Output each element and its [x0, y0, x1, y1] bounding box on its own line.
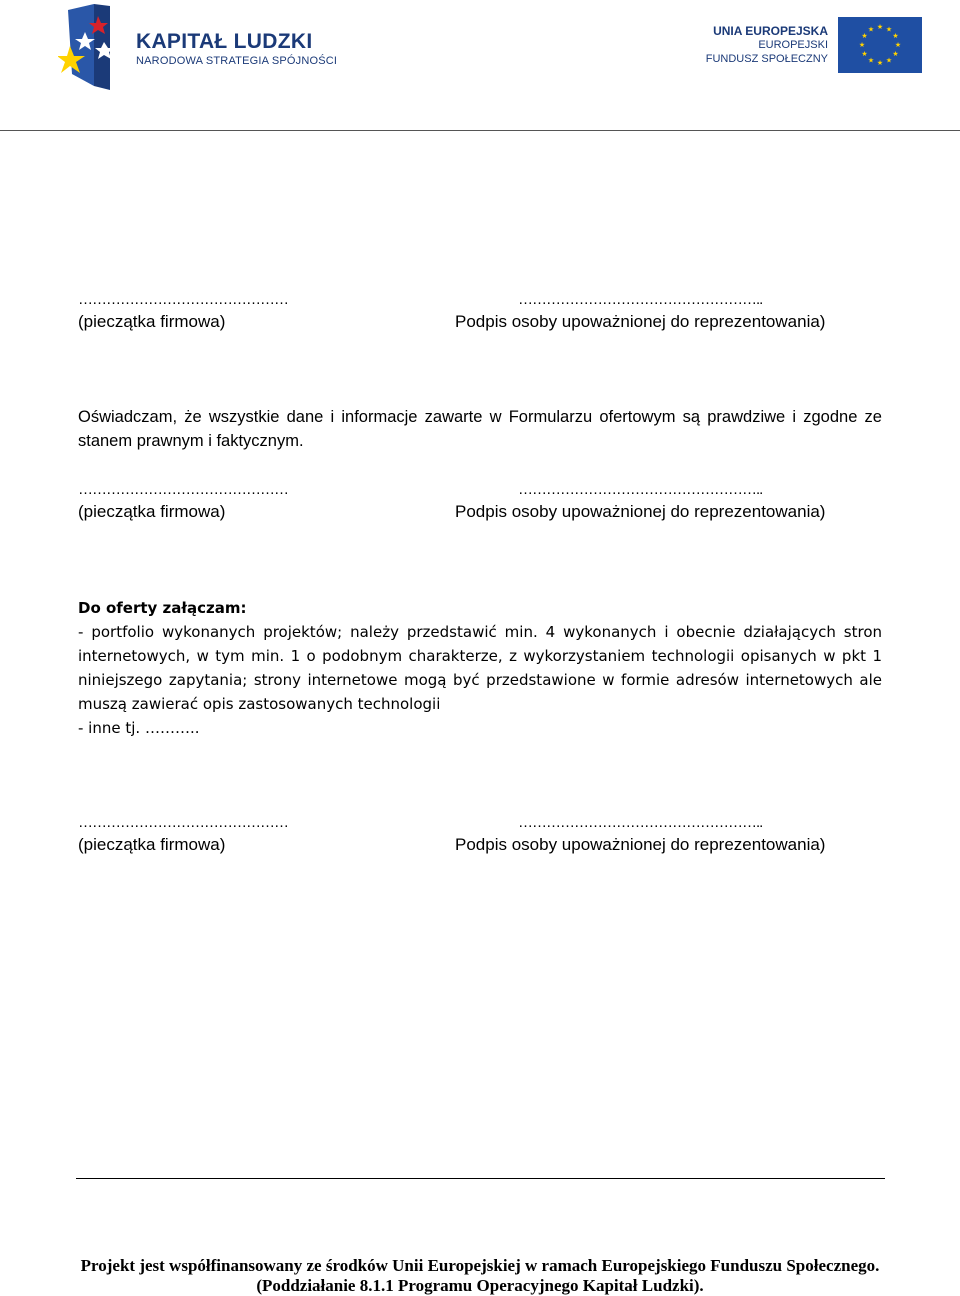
svg-text:★: ★	[892, 50, 899, 58]
signature-1-stamp-dots: ………………………………………	[78, 291, 288, 308]
declaration-text: Oświadczam, że wszystkie dane i informacje zawarte w Formularzu ofertowym są prawdziwe i zgodne ze stanem prawnym i faktycznym.	[78, 408, 882, 450]
eu-line-2: EUROPEJSKI	[758, 39, 828, 51]
signature-3-sign-label: Podpis osoby upoważnionej do reprezentowania)	[455, 835, 826, 854]
header-divider	[0, 130, 960, 131]
footer-line-2: (Poddziałanie 8.1.1 Programu Operacyjnego Kapitał Ludzki).	[256, 1276, 704, 1295]
svg-text:★: ★	[876, 23, 884, 31]
signature-1-sign-label: Podpis osoby upoważnionej do reprezentowania)	[455, 312, 826, 331]
footer-divider	[76, 1178, 885, 1179]
kapital-ludzki-title: KAPITAŁ LUDZKI	[136, 30, 313, 53]
svg-text:★: ★	[867, 25, 875, 34]
eu-logo-text	[690, 24, 828, 66]
attachments-item-portfolio: - portfolio wykonanych projektów; należy przedstawić min. 4 wykonanych i obecnie działających stron internetowych, w tym min. 1 o podobnym charakterze, z wykorzystaniem technologii opisanych w pkt 1 niniejszego zapytania; strony internetowe mogą być przedstawione w formie adresów internetowych ale muszą zawierać opis zastosowanych technologii	[78, 623, 882, 713]
signature-3-sign-dots: ……………………………………………..	[518, 814, 763, 831]
svg-text:★: ★	[885, 25, 893, 34]
footer-line-1: Projekt jest współfinansowany ze środków Unii Europejskiej w ramach Europejskiego Funduszu Społecznego.	[80, 1256, 880, 1275]
svg-text:★: ★	[867, 56, 875, 65]
svg-text:★: ★	[861, 32, 868, 40]
svg-text:★: ★	[885, 56, 893, 65]
svg-text:★: ★	[892, 32, 899, 40]
signature-2-stamp-label: (pieczątka firmowa)	[78, 502, 226, 521]
signature-2-sign-label: Podpis osoby upoważnionej do reprezentowania)	[455, 502, 826, 521]
svg-text:★: ★	[876, 59, 884, 67]
kapital-ludzki-subtitle: NARODOWA STRATEGIA SPÓJNOŚCI	[136, 55, 338, 67]
svg-text:★: ★	[894, 41, 902, 49]
signature-3-stamp-dots: ………………………………………	[78, 814, 288, 831]
signature-1-sign-dots: ……………………………………………..	[518, 291, 763, 308]
svg-text:★: ★	[858, 41, 866, 49]
attachments-heading: Do oferty załączam:	[78, 599, 247, 617]
eu-line-1: UNIA EUROPEJSKA	[713, 24, 828, 38]
eu-line-3: FUNDUSZ SPOŁECZNY	[705, 53, 828, 65]
signature-1-stamp-label: (pieczątka firmowa)	[78, 312, 226, 331]
signature-3-stamp-label: (pieczątka firmowa)	[78, 835, 226, 854]
svg-text:★: ★	[861, 50, 868, 58]
signature-2-sign-dots: ……………………………………………..	[518, 481, 763, 498]
attachments-item-other: - inne tj. ………..	[78, 719, 200, 737]
signature-2-stamp-dots: ………………………………………	[78, 481, 288, 498]
eu-flag-icon	[838, 17, 922, 73]
